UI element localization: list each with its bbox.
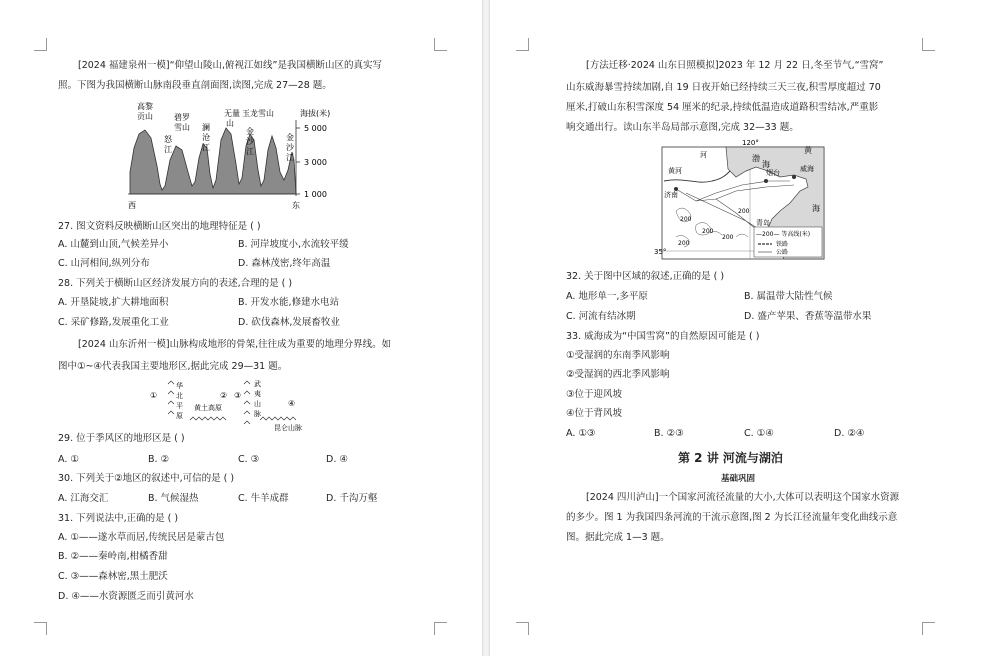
legend-road: 公路 (776, 249, 789, 256)
option: A. ①——遂水草而居,传统民居是蒙古包 (58, 532, 225, 543)
region-label: 华 (176, 382, 183, 390)
crop-mark (922, 622, 935, 635)
lecture-title: 第 2 讲 河流与湖泊 (678, 451, 783, 465)
city-label: 烟台 (766, 169, 780, 177)
river-label: 江 (202, 143, 210, 152)
statement: ④位于背风坡 (566, 408, 623, 419)
city-label: 威海 (800, 165, 814, 173)
option: A. ① (58, 454, 79, 465)
lon-label: 120° (742, 139, 759, 147)
option: B. ②——秦岭南,柑橘香甜 (58, 551, 168, 562)
option: A. 开垦陡坡,扩大耕地面积 (58, 297, 169, 308)
statement: ②受湿润的西北季风影响 (566, 369, 670, 380)
city-label: 青岛 (756, 219, 770, 227)
intro-line: 照。下图为我国横断山脉南段垂直剖面图,读图,完成 27—28 题。 (58, 80, 332, 91)
peak-label: 雪山 (174, 123, 190, 132)
crop-mark (516, 622, 529, 635)
option: C. 河流有结冰期 (566, 311, 636, 322)
option: D. ④——水资源匮乏而引黄河水 (58, 591, 194, 602)
crop-mark (922, 38, 935, 51)
legend-rail: 铁路 (776, 241, 789, 248)
question-stem: 33. 威海成为“中国雪窝”的自然原因可能是 ( ) (566, 331, 760, 342)
contour-label: 200 (738, 208, 750, 215)
option: D. 千沟万壑 (326, 493, 378, 504)
river-label: 江 (164, 145, 172, 154)
contour-label: 200 (678, 240, 690, 247)
tick-label: 1 000 (304, 190, 327, 199)
option: C. ③ (238, 454, 260, 465)
option: C. ③——森林密,黑土肥沃 (58, 571, 168, 582)
section-subtitle: 基础巩固 (721, 474, 756, 484)
region-label: 平 (176, 402, 183, 410)
shandong-map (656, 141, 830, 263)
region-label: 昆仑山脉 (274, 424, 302, 432)
river-label: 怒 (164, 135, 172, 144)
peak-label: 高黎 (137, 102, 153, 111)
legend-contour: —200— 等高线(米) (756, 231, 811, 238)
sea-label: 海 (812, 204, 820, 213)
river-label: 金 (286, 133, 294, 142)
contour-label: 200 (722, 234, 734, 241)
peak-label: 山 (226, 119, 234, 128)
option: D. 砍伐森林,发展畜牧业 (238, 317, 340, 328)
intro-line: 山东威海暴雪持续加剧,自 19 日夜开始已经持续三天三夜,积雪厚度超过 70 (566, 82, 881, 93)
sea-label: 海 (762, 160, 770, 169)
question-stem: 32. 关于图中区域的叙述,正确的是 ( ) (566, 271, 725, 282)
option: B. 开发水能,修建水电站 (238, 297, 340, 308)
option: B. 河岸坡度小,水流较平缓 (238, 239, 349, 250)
contour-label: 200 (680, 216, 692, 223)
option: B. ② (148, 454, 170, 465)
option: B. 属温带大陆性气候 (744, 291, 833, 302)
right-page (490, 0, 990, 656)
contour-label: 200 (702, 228, 714, 235)
option: D. 森林茂密,终年高温 (238, 258, 331, 269)
lat-label: 35° (654, 248, 667, 256)
option: C. 采矿修路,发展重化工业 (58, 317, 169, 328)
option: A. 江海交汇 (58, 493, 109, 504)
river-label: 江 (246, 147, 254, 156)
peak-label: 贡山 (137, 112, 153, 121)
statement: ①受湿润的东南季风影响 (566, 350, 670, 361)
intro-line: [方法迁移·2024 山东日照模拟]2023 年 12 月 22 日,冬至节气,“雪窝” (586, 60, 884, 71)
peak-label: 无量 (224, 109, 240, 118)
left-page (0, 0, 482, 656)
west-label: 西 (128, 201, 136, 210)
option: B. 气候湿热 (148, 493, 199, 504)
region-label: 黄土高原 (194, 404, 222, 412)
crop-mark (34, 38, 47, 51)
axis-title: 海拔(米) (300, 109, 331, 118)
region-marker: ① (150, 391, 158, 400)
region-marker: ③ (234, 391, 242, 400)
intro-line: [2024 福建泉州一模]“仰望山陵山,俯视江如线”是我国横断山区的真实写 (78, 60, 382, 71)
intro-line: 图。据此完成 1—3 题。 (566, 532, 670, 543)
river-label: 金 (246, 127, 254, 136)
terrain-profile (130, 128, 296, 194)
question-stem: 30. 下列关于②地区的叙述中,可信的是 ( ) (58, 473, 235, 484)
option: C. 牛羊成群 (238, 493, 289, 504)
region-label: 脉 (254, 410, 261, 418)
statement: ③位于迎风坡 (566, 389, 623, 400)
city-label: 济南 (664, 191, 678, 199)
mountain-profile-figure (118, 100, 348, 212)
region-marker: ② (220, 391, 228, 400)
river-label: 澜 (202, 123, 210, 132)
intro-line: [2024 四川泸山]一个国家河流径流量的大小,大体可以表明这个国家水资源 (586, 492, 900, 503)
river-label: 河 (700, 151, 707, 159)
east-label: 东 (292, 201, 300, 210)
crop-mark (434, 622, 447, 635)
question-stem: 27. 图文资料反映横断山区突出的地理特征是 ( ) (58, 221, 261, 232)
sea-label: 黄 (804, 146, 812, 155)
intro-line: 图中①~④代表我国主要地形区,据此完成 29—31 题。 (58, 361, 288, 372)
option: D. ④ (326, 454, 348, 465)
crop-mark (434, 38, 447, 51)
option: C. ①④ (744, 428, 774, 439)
terrain-regions-figure (140, 376, 320, 432)
river-label: 沙 (286, 143, 294, 152)
crop-mark (34, 622, 47, 635)
option: B. ②③ (654, 428, 684, 439)
question-stem: 28. 下列关于横断山区经济发展方向的表述,合理的是 ( ) (58, 278, 293, 289)
river-label: 沙 (246, 137, 254, 146)
river-label: 沧 (202, 133, 210, 142)
sea-label: 渤 (752, 154, 760, 163)
river-label: 黄河 (668, 167, 682, 175)
intro-line: 响交通出行。读山东半岛局部示意图,完成 32—33 题。 (566, 122, 799, 133)
region-label: 夷 (254, 390, 261, 398)
region-marker: ④ (288, 399, 296, 408)
crop-mark (516, 38, 529, 51)
region-label: 原 (176, 412, 183, 420)
tick-label: 3 000 (304, 158, 327, 167)
region-label: 武 (254, 380, 261, 388)
intro-line: 厘米,打破山东积雪深度 54 厘米的纪录,持续低温造成道路积雪结冰,严重影 (566, 102, 879, 113)
intro-line: [2024 山东沂州一模]山脉构成地形的骨架,往往成为重要的地理分界线。如 (78, 339, 392, 350)
option: C. 山河相间,纵列分布 (58, 258, 150, 269)
question-stem: 31. 下列说法中,正确的是 ( ) (58, 513, 179, 524)
option: A. ①③ (566, 428, 596, 439)
option: A. 地形单一,多平原 (566, 291, 648, 302)
peak-label: 玉龙雪山 (242, 109, 274, 118)
option: A. 山麓到山顶,气候差异小 (58, 239, 169, 250)
region-label: 北 (176, 392, 183, 400)
question-stem: 29. 位于季风区的地形区是 ( ) (58, 433, 185, 444)
region-label: 山 (254, 400, 261, 408)
intro-line: 的多少。图 1 为我国四条河流的干流示意图,图 2 为长江径流量年变化曲线示意 (566, 512, 898, 523)
river-label: 江 (286, 153, 294, 162)
tick-label: 5 000 (304, 124, 327, 133)
peak-label: 碧罗 (174, 113, 190, 122)
option: D. 盛产苹果、香蕉等温带水果 (744, 311, 872, 322)
option: D. ②④ (834, 428, 865, 439)
